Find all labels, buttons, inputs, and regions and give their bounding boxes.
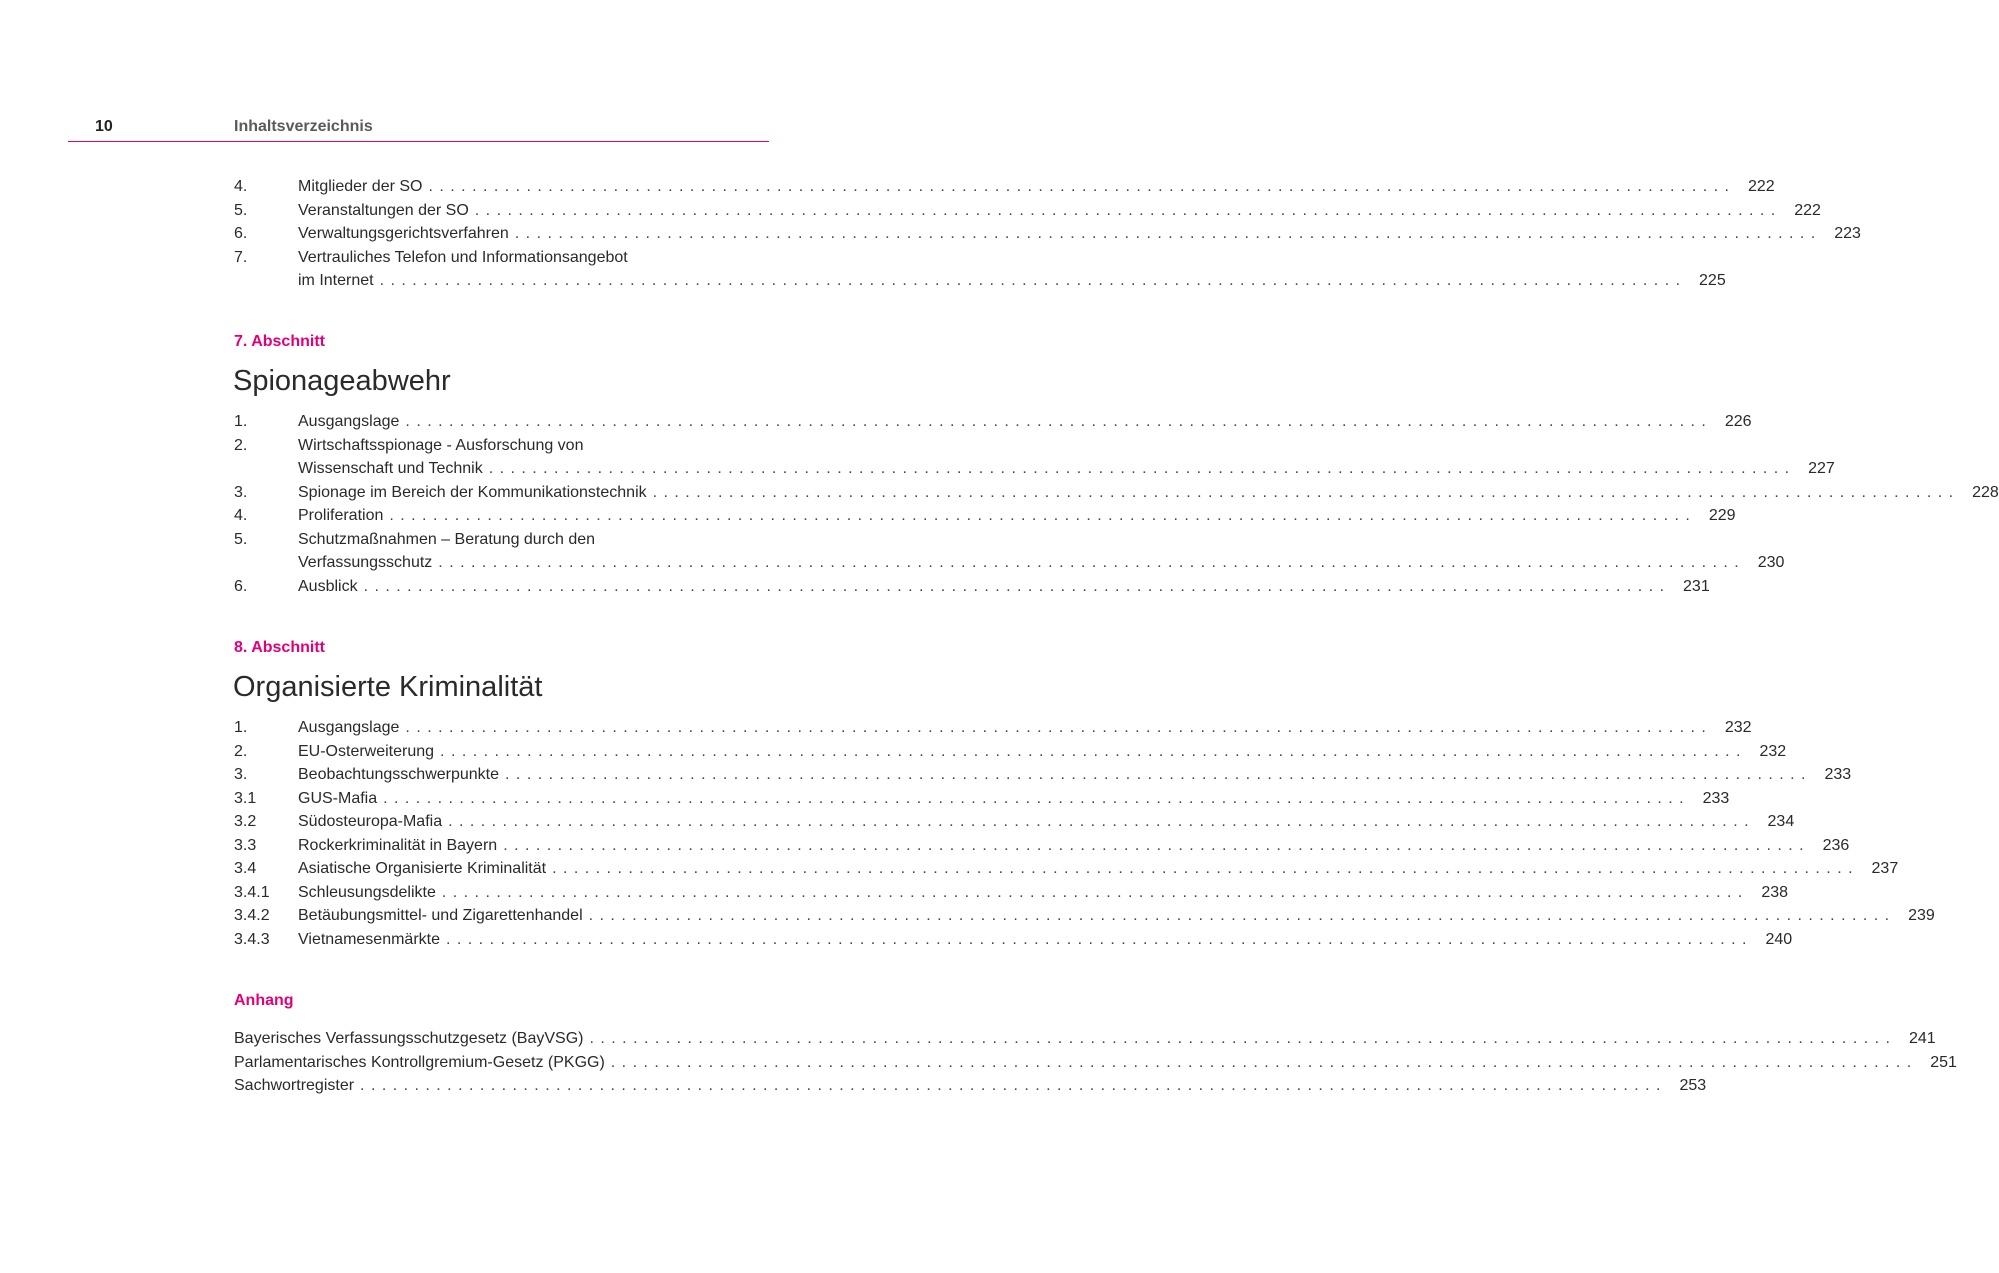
entry-line <box>298 716 1752 740</box>
entry-line <box>234 1051 1957 1075</box>
entry-title: Ausgangslage <box>298 413 400 430</box>
entry-number: 3.1 <box>234 789 257 807</box>
leader-dots: . . . . . . . . . . . . . . . . . . . . . . . . . . . . . . . . . . . . . . . . . . . . . . . . . . . . . . . . . . . . . . . . . . . . . . . . . . . . . . . . . . . . . . . . . . . . . . . . . . . . . . . . . . . . . . . . . . . . . . . . <box>448 813 1750 830</box>
leader-dots: . . . . . . . . . . . . . . . . . . . . . . . . . . . . . . . . . . . . . . . . . . . . . . . . . . . . . . . . . . . . . . . . . . . . . . . . . . . . . . . . . . . . . . . . . . . . . . . . . . . . . . . . . . . . . . . . . . . . . . . . <box>505 766 1807 783</box>
entry-page-number: 233 <box>1702 789 1730 807</box>
entry-page-number: 226 <box>1724 413 1752 430</box>
entry-title: Beobachtungsschwerpunkte <box>298 766 500 783</box>
toc-entry[interactable] <box>234 457 1835 481</box>
entry-title: Bayerisches Verfassungsschutzgesetz (BayVSG) <box>234 1030 584 1047</box>
entry-page-number: 223 <box>1834 225 1861 242</box>
entry-line <box>298 175 1775 199</box>
entry-title: Südosteuropa-Mafia <box>298 813 443 830</box>
toc-entry[interactable] <box>234 551 1785 575</box>
entry-page-number: 229 <box>1708 507 1736 524</box>
entry-line <box>298 575 1710 599</box>
entry-title: Veranstaltungen der SO <box>298 201 469 219</box>
entry-line <box>298 551 1785 575</box>
entry-page-number: 222 <box>1747 178 1775 195</box>
toc-entry[interactable] <box>234 575 1710 599</box>
entry-title: Asiatische Organisierte Kriminalität <box>298 860 547 877</box>
entry-page-number: 225 <box>1699 272 1726 289</box>
entry-number: 3.2 <box>234 813 257 830</box>
entry-number: 3.4.1 <box>234 883 270 901</box>
entry-line <box>298 222 1861 246</box>
entry-title: Parlamentarisches Kontrollgremium-Gesetz (PKGG) <box>234 1053 605 1071</box>
toc-entry[interactable] <box>234 528 769 552</box>
toc-entry[interactable] <box>234 928 1793 952</box>
entry-number: 2. <box>234 436 248 454</box>
leader-dots: . . . . . . . . . . . . . . . . . . . . . . . . . . . . . . . . . . . . . . . . . . . . . . . . . . . . . . . . . . . . . . . . . . . . . . . . . . . . . . . . . . . . . . . . . . . . . . . . . . . . . . . . . . . . . . . . . . . . . . . . <box>503 836 1805 854</box>
leader-dots: . . . . . . . . . . . . . . . . . . . . . . . . . . . . . . . . . . . . . . . . . . . . . . . . . . . . . . . . . . . . . . . . . . . . . . . . . . . . . . . . . . . . . . . . . . . . . . . . . . . . . . . . . . . . . . . . . . . . . . . . <box>438 554 1740 571</box>
entry-title: Wirtschaftsspionage - Ausforschung von <box>298 436 584 454</box>
page-number: 10 <box>95 118 113 135</box>
entry-line <box>298 457 1835 481</box>
entry-number: 1. <box>234 413 248 430</box>
entry-title: Wissenschaft und Technik <box>298 460 483 477</box>
entry-page-number: 232 <box>1759 742 1787 760</box>
leader-dots: . . . . . . . . . . . . . . . . . . . . . . . . . . . . . . . . . . . . . . . . . . . . . . . . . . . . . . . . . . . . . . . . . . . . . . . . . . . . . . . . . . . . . . . . . . . . . . . . . . . . . . . . . . . . . . . . . . . . . . . . <box>446 930 1748 948</box>
entry-number: 4. <box>234 507 248 524</box>
entry-page-number: 231 <box>1683 577 1710 595</box>
toc-entry[interactable] <box>234 857 1899 881</box>
section-8-toc-list <box>234 716 1935 951</box>
leader-dots: . . . . . . . . . . . . . . . . . . . . . . . . . . . . . . . . . . . . . . . . . . . . . . . . . . . . . . . . . . . . . . . . . . . . . . . . . . . . . . . . . . . . . . . . . . . . . . . . . . . . . . . . . . . . . . . . . . . . . . . . <box>652 483 1955 501</box>
toc-entry[interactable] <box>234 199 1821 223</box>
leader-dots: . . . . . . . . . . . . . . . . . . . . . . . . . . . . . . . . . . . . . . . . . . . . . . . . . . . . . . . . . . . . . . . . . . . . . . . . . . . . . . . . . . . . . . . . . . . . . . . . . . . . . . . . . . . . . . . . . . . . . . . . <box>589 1030 1891 1047</box>
entry-line <box>298 199 1821 223</box>
entry-page-number: 233 <box>1824 766 1852 783</box>
entry-page-number: 234 <box>1767 813 1795 830</box>
entry-line <box>298 928 1793 952</box>
leader-dots: . . . . . . . . . . . . . . . . . . . . . . . . . . . . . . . . . . . . . . . . . . . . . . . . . . . . . . . . . . . . . . . . . . . . . . . . . . . . . . . . . . . . . . . . . . . . . . . . . . . . . . . . . . . . . . . . . . . . . . . . <box>610 1053 1913 1071</box>
leader-dots: . . . . . . . . . . . . . . . . . . . . . . . . . . . . . . . . . . . . . . . . . . . . . . . . . . . . . . . . . . . . . . . . . . . . . . . . . . . . . . . . . . . . . . . . . . . . . . . . . . . . . . . . . . . . . . . . . . . . . . . . <box>488 460 1791 477</box>
entry-title: Rockerkriminalität in Bayern <box>298 836 498 854</box>
leader-dots: . . . . . . . . . . . . . . . . . . . . . . . . . . . . . . . . . . . . . . . . . . . . . . . . . . . . . . . . . . . . . . . . . . . . . . . . . . . . . . . . . . . . . . . . . . . . . . . . . . . . . . . . . . . . . . . . . . . . . . . . <box>383 789 1685 807</box>
entry-title: Sachwortregister <box>234 1077 355 1094</box>
entry-title: im Internet <box>298 272 374 289</box>
toc-entry[interactable] <box>234 269 1726 293</box>
entry-page-number: 241 <box>1908 1030 1936 1047</box>
running-title: Inhaltsverzeichnis <box>234 118 373 135</box>
appendix-label: Anhang <box>234 992 294 1009</box>
entry-line <box>298 410 1752 434</box>
entry-number: 3.4 <box>234 860 257 877</box>
entry-number: 6. <box>234 225 248 242</box>
entry-number: 3.4.3 <box>234 930 270 948</box>
entry-number: 3.3 <box>234 836 257 854</box>
entry-line <box>298 763 1852 787</box>
toc-entry[interactable] <box>234 481 1999 505</box>
entry-title: Verfassungsschutz <box>298 554 433 571</box>
toc-entry[interactable] <box>234 175 1775 199</box>
entry-title: Betäubungsmittel- und Zigarettenhandel <box>298 907 583 924</box>
entry-title: Vietnamesenmärkte <box>298 930 440 948</box>
entry-line <box>298 904 1935 928</box>
entry-page-number: 227 <box>1808 460 1835 477</box>
leader-dots: . . . . . . . . . . . . . . . . . . . . . . . . . . . . . . . . . . . . . . . . . . . . . . . . . . . . . . . . . . . . . . . . . . . . . . . . . . . . . . . . . . . . . . . . . . . . . . . . . . . . . . . . . . . . . . . . . . . . . . . . <box>360 1077 1662 1094</box>
entry-title: Spionage im Bereich der Kommunikationstechnik <box>298 483 647 501</box>
section-8-label: 8. Abschnitt <box>234 639 325 656</box>
section-7-title: Spionageabwehr <box>233 365 451 397</box>
entry-title: Proliferation <box>298 507 384 524</box>
entry-page-number: 253 <box>1679 1077 1707 1094</box>
entry-title: Ausgangslage <box>298 719 400 736</box>
entry-line <box>234 1027 1936 1051</box>
toc-entry[interactable] <box>234 787 1730 811</box>
toc-continued-list <box>234 175 1861 293</box>
entry-title: EU-Osterweiterung <box>298 742 435 760</box>
toc-entry[interactable] <box>234 716 1752 740</box>
entry-number: 3. <box>234 483 248 501</box>
entry-page-number: 251 <box>1930 1053 1957 1071</box>
toc-entry[interactable] <box>234 740 1787 764</box>
entry-number: 2. <box>234 742 248 760</box>
toc-entry[interactable] <box>234 881 1789 905</box>
entry-number: 3. <box>234 766 248 783</box>
toc-entry[interactable] <box>234 1051 1957 1075</box>
entry-number: 5. <box>234 201 248 219</box>
leader-dots: . . . . . . . . . . . . . . . . . . . . . . . . . . . . . . . . . . . . . . . . . . . . . . . . . . . . . . . . . . . . . . . . . . . . . . . . . . . . . . . . . . . . . . . . . . . . . . . . . . . . . . . . . . . . . . . . . . . . . . . . <box>440 742 1742 760</box>
entry-number: 1. <box>234 719 248 736</box>
section-7-label: 7. Abschnitt <box>234 333 325 350</box>
entry-page-number: 240 <box>1765 930 1793 948</box>
entry-line <box>298 269 1726 293</box>
leader-dots: . . . . . . . . . . . . . . . . . . . . . . . . . . . . . . . . . . . . . . . . . . . . . . . . . . . . . . . . . . . . . . . . . . . . . . . . . . . . . . . . . . . . . . . . . . . . . . . . . . . . . . . . . . . . . . . . . . . . . . . . <box>588 907 1891 924</box>
entry-page-number: 237 <box>1871 860 1899 877</box>
leader-dots: . . . . . . . . . . . . . . . . . . . . . . . . . . . . . . . . . . . . . . . . . . . . . . . . . . . . . . . . . . . . . . . . . . . . . . . . . . . . . . . . . . . . . . . . . . . . . . . . . . . . . . . . . . . . . . . . . . . . . . . . <box>363 577 1666 595</box>
entry-title: Verwaltungsgerichtsverfahren <box>298 225 509 242</box>
toc-entry[interactable] <box>234 810 1795 834</box>
entry-line <box>298 857 1899 881</box>
entry-page-number: 238 <box>1761 883 1789 901</box>
leader-dots: . . . . . . . . . . . . . . . . . . . . . . . . . . . . . . . . . . . . . . . . . . . . . . . . . . . . . . . . . . . . . . . . . . . . . . . . . . . . . . . . . . . . . . . . . . . . . . . . . . . . . . . . . . . . . . . . . . . . . . . . <box>405 413 1707 430</box>
toc-entry[interactable] <box>234 434 769 458</box>
entry-title: Vertrauliches Telefon und Informationsangebot <box>298 248 628 266</box>
entry-number: 4. <box>234 178 248 195</box>
toc-entry[interactable] <box>234 410 1752 434</box>
entry-line <box>298 834 1850 858</box>
entry-line <box>298 787 1730 811</box>
entry-number: 6. <box>234 577 248 595</box>
entry-title: Mitglieder der SO <box>298 178 423 195</box>
entry-line <box>298 810 1795 834</box>
entry-page-number: 230 <box>1757 554 1785 571</box>
leader-dots: . . . . . . . . . . . . . . . . . . . . . . . . . . . . . . . . . . . . . . . . . . . . . . . . . . . . . . . . . . . . . . . . . . . . . . . . . . . . . . . . . . . . . . . . . . . . . . . . . . . . . . . . . . . . . . . . . . . . . . . . <box>441 883 1744 901</box>
toc-entry[interactable] <box>234 904 1935 928</box>
entry-title: Ausblick <box>298 577 358 595</box>
leader-dots: . . . . . . . . . . . . . . . . . . . . . . . . . . . . . . . . . . . . . . . . . . . . . . . . . . . . . . . . . . . . . . . . . . . . . . . . . . . . . . . . . . . . . . . . . . . . . . . . . . . . . . . . . . . . . . . . . . . . . . . . <box>379 272 1682 289</box>
section-7-toc-list <box>234 410 1999 598</box>
leader-dots: . . . . . . . . . . . . . . . . . . . . . . . . . . . . . . . . . . . . . . . . . . . . . . . . . . . . . . . . . . . . . . . . . . . . . . . . . . . . . . . . . . . . . . . . . . . . . . . . . . . . . . . . . . . . . . . . . . . . . . . . <box>552 860 1854 877</box>
toc-entry[interactable] <box>234 222 1861 246</box>
leader-dots: . . . . . . . . . . . . . . . . . . . . . . . . . . . . . . . . . . . . . . . . . . . . . . . . . . . . . . . . . . . . . . . . . . . . . . . . . . . . . . . . . . . . . . . . . . . . . . . . . . . . . . . . . . . . . . . . . . . . . . . . <box>405 719 1707 736</box>
toc-entry[interactable] <box>234 834 1850 858</box>
entry-page-number: 236 <box>1822 836 1850 854</box>
entry-title: GUS-Mafia <box>298 789 378 807</box>
entry-title: Schutzmaßnahmen – Beratung durch den <box>298 530 596 548</box>
entry-title: Schleusungsdelikte <box>298 883 436 901</box>
leader-dots: . . . . . . . . . . . . . . . . . . . . . . . . . . . . . . . . . . . . . . . . . . . . . . . . . . . . . . . . . . . . . . . . . . . . . . . . . . . . . . . . . . . . . . . . . . . . . . . . . . . . . . . . . . . . . . . . . . . . . . . . <box>514 225 1817 242</box>
toc-entry[interactable] <box>234 246 769 270</box>
leader-dots: . . . . . . . . . . . . . . . . . . . . . . . . . . . . . . . . . . . . . . . . . . . . . . . . . . . . . . . . . . . . . . . . . . . . . . . . . . . . . . . . . . . . . . . . . . . . . . . . . . . . . . . . . . . . . . . . . . . . . . . . <box>389 507 1691 524</box>
entry-line <box>298 504 1736 528</box>
entry-page-number: 232 <box>1724 719 1752 736</box>
entry-number: 7. <box>234 248 248 266</box>
entry-line <box>298 740 1787 764</box>
entry-page-number: 228 <box>1972 483 1999 501</box>
leader-dots: . . . . . . . . . . . . . . . . . . . . . . . . . . . . . . . . . . . . . . . . . . . . . . . . . . . . . . . . . . . . . . . . . . . . . . . . . . . . . . . . . . . . . . . . . . . . . . . . . . . . . . . . . . . . . . . . . . . . . . . . <box>428 178 1730 195</box>
appendix-toc-list <box>234 1027 1957 1098</box>
header-rule <box>68 141 769 142</box>
toc-entry[interactable] <box>234 1027 1936 1051</box>
leader-dots: . . . . . . . . . . . . . . . . . . . . . . . . . . . . . . . . . . . . . . . . . . . . . . . . . . . . . . . . . . . . . . . . . . . . . . . . . . . . . . . . . . . . . . . . . . . . . . . . . . . . . . . . . . . . . . . . . . . . . . . . <box>474 201 1777 219</box>
toc-entry[interactable] <box>234 1074 1707 1098</box>
entry-page-number: 222 <box>1794 201 1821 219</box>
entry-line <box>234 1074 1707 1098</box>
toc-entry[interactable] <box>234 504 1736 528</box>
entry-line <box>298 881 1789 905</box>
section-8-title: Organisierte Kriminalität <box>233 671 543 703</box>
toc-entry[interactable] <box>234 763 1852 787</box>
entry-number: 3.4.2 <box>234 907 270 924</box>
entry-page-number: 239 <box>1908 907 1935 924</box>
entry-number: 5. <box>234 530 248 548</box>
page-header <box>0 0 900 145</box>
entry-line <box>298 481 1999 505</box>
